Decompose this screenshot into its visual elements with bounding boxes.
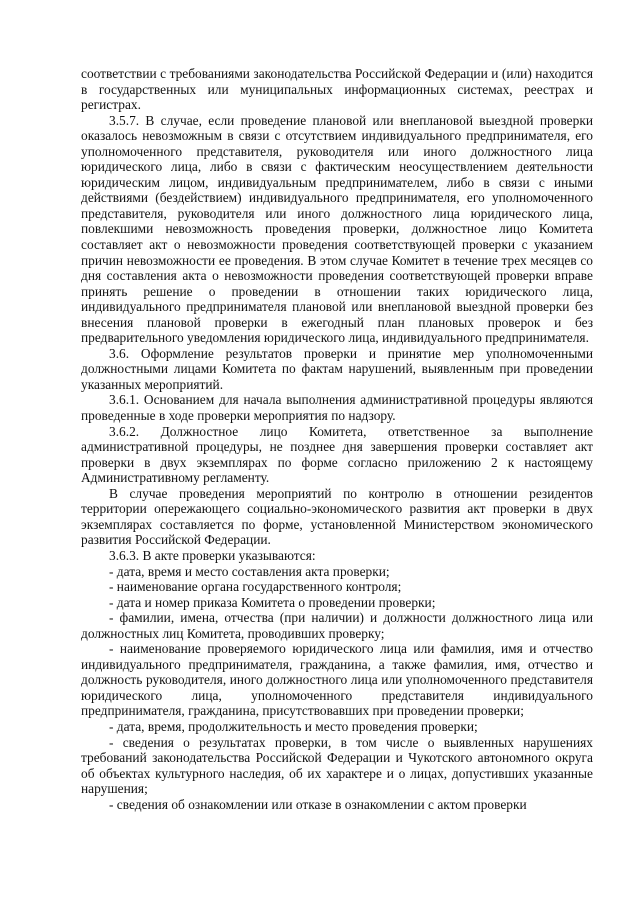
list-item: - наименование органа государственного контроля; bbox=[109, 579, 402, 595]
paragraph-3-6-3: 3.6.3. В акте проверки указываются: bbox=[109, 547, 316, 563]
document-page bbox=[81, 66, 593, 812]
paragraph-residents: В случае проведения мероприятий по контролю в отношении резидентов территории опережающего социально-экономического развития акт проверки в двух экземплярах составляется по форме, установленной Министерством экономического развития Российской Федерации. bbox=[81, 485, 593, 548]
list-item: - сведения о результатах проверки, в том числе о выявленных нарушениях требований законодательства Российской Федерации и Чукотского автономного округа об объектах культурного наследия, об их характере и о лицах, допустивших указанные нарушения; bbox=[81, 734, 593, 797]
list-item: - дата, время, продолжительность и место проведения проверки; bbox=[109, 718, 478, 734]
paragraph-3-6: 3.6. Оформление результатов проверки и принятие мер уполномоченными должностными лицами Комитета по фактам нарушений, выявленным при проведении указанных мероприятий. bbox=[81, 345, 593, 392]
list-item: - сведения об ознакомлении или отказе в ознакомлении с актом проверки bbox=[109, 796, 527, 812]
paragraph-3-5-7: 3.5.7. В случае, если проведение плановой или внеплановой выездной проверки оказалось невозможным в связи с отсутствием индивидуального предпринимателя, его уполномоченного представителя, руководителя или иного должностного лица юридического лица, либо в связи с фактическим неосуществлением деятельности юридическим лицом, индивидуальным предпринимателем, либо в связи с иными действиями (бездействием) индивидуального предпринимателя, его уполномоченного представителя, руководителя или иного должностного лица юридического лица, повлекшими невозможность проведения проверки, должностное лицо Комитета составляет акт о невозможности проведения соответствующей проверки с указанием причин невозможности ее проведения. В этом случае Комитет в течение трех месяцев со дня составления акта о невозможности проведения соответствующей проверки вправе принять решение о проведении в отношении таких юридического лица, индивидуального предпринимателя плановой или внеплановой выездной проверки без внесения плановой проверки в ежегодный план плановых проверок и без предварительного уведомления юридического лица, индивидуального предпринимателя. bbox=[81, 112, 593, 346]
paragraph-3-6-2: 3.6.2. Должностное лицо Комитета, ответственное за выполнение административной процедуры, не позднее дня завершения проверки составляет акт проверки в двух экземплярах по форме согласно приложению 2 к настоящему Административному регламенту. bbox=[81, 423, 593, 486]
paragraph-continuation: соответствии с требованиями законодательства Российской Федерации и (или) находится в государственных или муниципальных информационных системах, реестрах и регистрах. bbox=[81, 66, 593, 113]
paragraph-3-6-1: 3.6.1. Основанием для начала выполнения административной процедуры являются проведенные в ходе проверки мероприятия по надзору. bbox=[81, 392, 593, 424]
list-item: - дата и номер приказа Комитета о проведении проверки; bbox=[109, 594, 436, 610]
list-item: - дата, время и место составления акта проверки; bbox=[109, 563, 390, 579]
list-item: - наименование проверяемого юридического лица или фамилия, имя и отчество индивидуального предпринимателя, гражданина, а также фамилия, имя, отчество и должность руководителя, иного должностного лица или уполномоченного представителя юридического лица, уполномоченного представителя индивидуального предпринимателя, гражданина, присутствовавших при проведении проверки; bbox=[81, 641, 593, 719]
list-item: - фамилии, имена, отчества (при наличии) и должности должностного лица или должностных лиц Комитета, проводивших проверку; bbox=[81, 610, 593, 641]
